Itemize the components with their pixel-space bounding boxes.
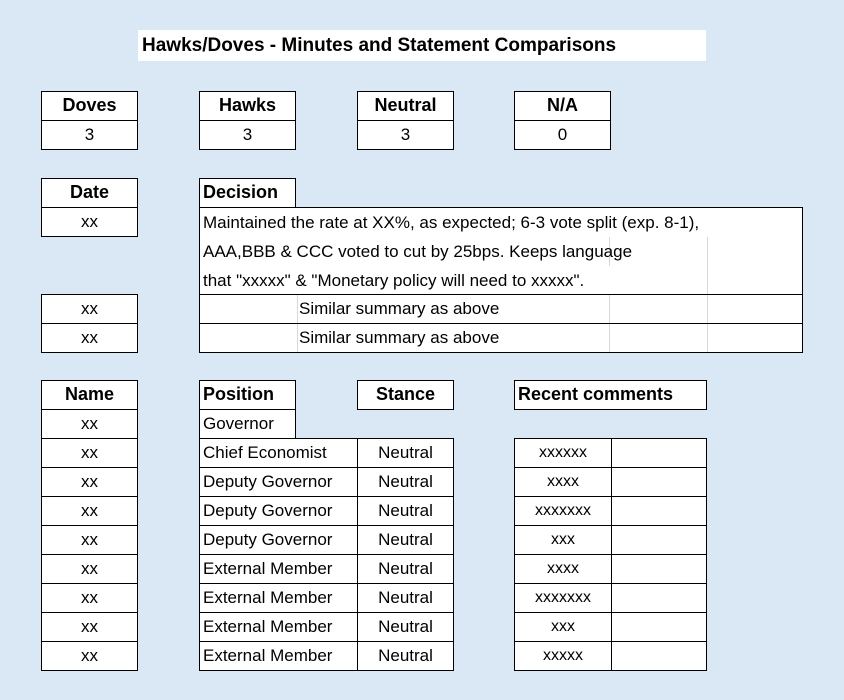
- decision-text-block[interactable]: [199, 207, 803, 295]
- date-header[interactable]: Date: [41, 178, 138, 208]
- member-stance[interactable]: Neutral: [357, 467, 454, 497]
- gridline: [297, 295, 298, 323]
- name-header[interactable]: Name: [41, 380, 138, 410]
- member-comment: xxx: [551, 618, 575, 635]
- member-name[interactable]: xx: [41, 409, 138, 439]
- decision-line-3: that "xxxxx" & "Monetary policy will need to xxxxx".: [203, 271, 585, 290]
- member-comment: xxxxx: [543, 647, 583, 664]
- member-position[interactable]: External Member: [199, 641, 358, 671]
- member-stance[interactable]: Neutral: [357, 496, 454, 526]
- page-title: Hawks/Doves - Minutes and Statement Comparisons: [138, 30, 706, 61]
- member-stance[interactable]: Neutral: [357, 583, 454, 613]
- neutral-count-label[interactable]: Neutral: [357, 91, 454, 121]
- member-stance[interactable]: Neutral: [357, 554, 454, 584]
- gridline: [611, 497, 612, 525]
- member-name[interactable]: xx: [41, 554, 138, 584]
- member-position[interactable]: Deputy Governor: [199, 525, 358, 555]
- member-position[interactable]: External Member: [199, 583, 358, 613]
- member-comment: xxx: [551, 531, 575, 548]
- gridline: [611, 642, 612, 670]
- hawks-count-value[interactable]: 3: [199, 120, 296, 150]
- member-position[interactable]: Governor: [199, 409, 296, 439]
- decision-summary-row-2[interactable]: [199, 294, 803, 324]
- decision-date-2[interactable]: xx: [41, 294, 138, 324]
- member-position[interactable]: Chief Economist: [199, 438, 358, 468]
- member-name[interactable]: xx: [41, 612, 138, 642]
- member-comment-cell[interactable]: [514, 612, 707, 642]
- member-position[interactable]: Deputy Governor: [199, 467, 358, 497]
- doves-count-label[interactable]: Doves: [41, 91, 138, 121]
- gridline: [297, 324, 298, 352]
- na-count-value[interactable]: 0: [514, 120, 611, 150]
- member-comment: xxxxxx: [539, 444, 587, 461]
- member-stance[interactable]: Neutral: [357, 525, 454, 555]
- member-stance[interactable]: Neutral: [357, 438, 454, 468]
- decision-line-2: AAA,BBB & CCC voted to cut by 25bps. Keeps language: [203, 242, 633, 261]
- member-comment-cell[interactable]: [514, 641, 707, 671]
- neutral-count-value[interactable]: 3: [357, 120, 454, 150]
- gridline: [611, 613, 612, 641]
- member-name[interactable]: xx: [41, 496, 138, 526]
- member-position[interactable]: External Member: [199, 612, 358, 642]
- position-header[interactable]: Position: [199, 380, 296, 410]
- member-comment: xxxx: [547, 560, 579, 577]
- decision-header[interactable]: Decision: [199, 178, 296, 208]
- member-position[interactable]: External Member: [199, 554, 358, 584]
- gridline: [707, 295, 708, 323]
- doves-count-value[interactable]: 3: [41, 120, 138, 150]
- member-comment-cell[interactable]: [514, 438, 707, 468]
- gridline: [609, 295, 610, 323]
- decision-summary-2: Similar summary as above: [299, 299, 500, 318]
- member-comment: xxxxxxx: [535, 589, 591, 606]
- member-stance[interactable]: Neutral: [357, 641, 454, 671]
- member-stance[interactable]: Neutral: [357, 612, 454, 642]
- member-comment-cell[interactable]: [514, 554, 707, 584]
- member-comment-cell[interactable]: [514, 496, 707, 526]
- decision-line-1: Maintained the rate at XX%, as expected; 6-3 vote split (exp. 8-1),: [203, 213, 700, 232]
- comments-header[interactable]: Recent comments: [514, 380, 707, 410]
- gridline: [611, 439, 612, 467]
- member-name[interactable]: xx: [41, 583, 138, 613]
- gridline: [707, 237, 708, 295]
- member-position[interactable]: Deputy Governor: [199, 496, 358, 526]
- decision-summary-row-3[interactable]: [199, 323, 803, 353]
- member-name[interactable]: xx: [41, 467, 138, 497]
- gridline: [609, 324, 610, 352]
- decision-summary-3: Similar summary as above: [299, 328, 500, 347]
- hawks-count-label[interactable]: Hawks: [199, 91, 296, 121]
- na-count-label[interactable]: N/A: [514, 91, 611, 121]
- member-name[interactable]: xx: [41, 438, 138, 468]
- gridline: [611, 555, 612, 583]
- gridline: [707, 324, 708, 352]
- decision-date-1[interactable]: xx: [41, 207, 138, 237]
- gridline: [611, 526, 612, 554]
- member-name[interactable]: xx: [41, 525, 138, 555]
- decision-date-3[interactable]: xx: [41, 323, 138, 353]
- gridline: [611, 584, 612, 612]
- member-comment: xxxx: [547, 473, 579, 490]
- member-comment-cell[interactable]: [514, 525, 707, 555]
- member-comment-cell[interactable]: [514, 467, 707, 497]
- gridline: [611, 468, 612, 496]
- stance-header[interactable]: Stance: [357, 380, 454, 410]
- member-comment: xxxxxxx: [535, 502, 591, 519]
- member-name[interactable]: xx: [41, 641, 138, 671]
- member-comment-cell[interactable]: [514, 583, 707, 613]
